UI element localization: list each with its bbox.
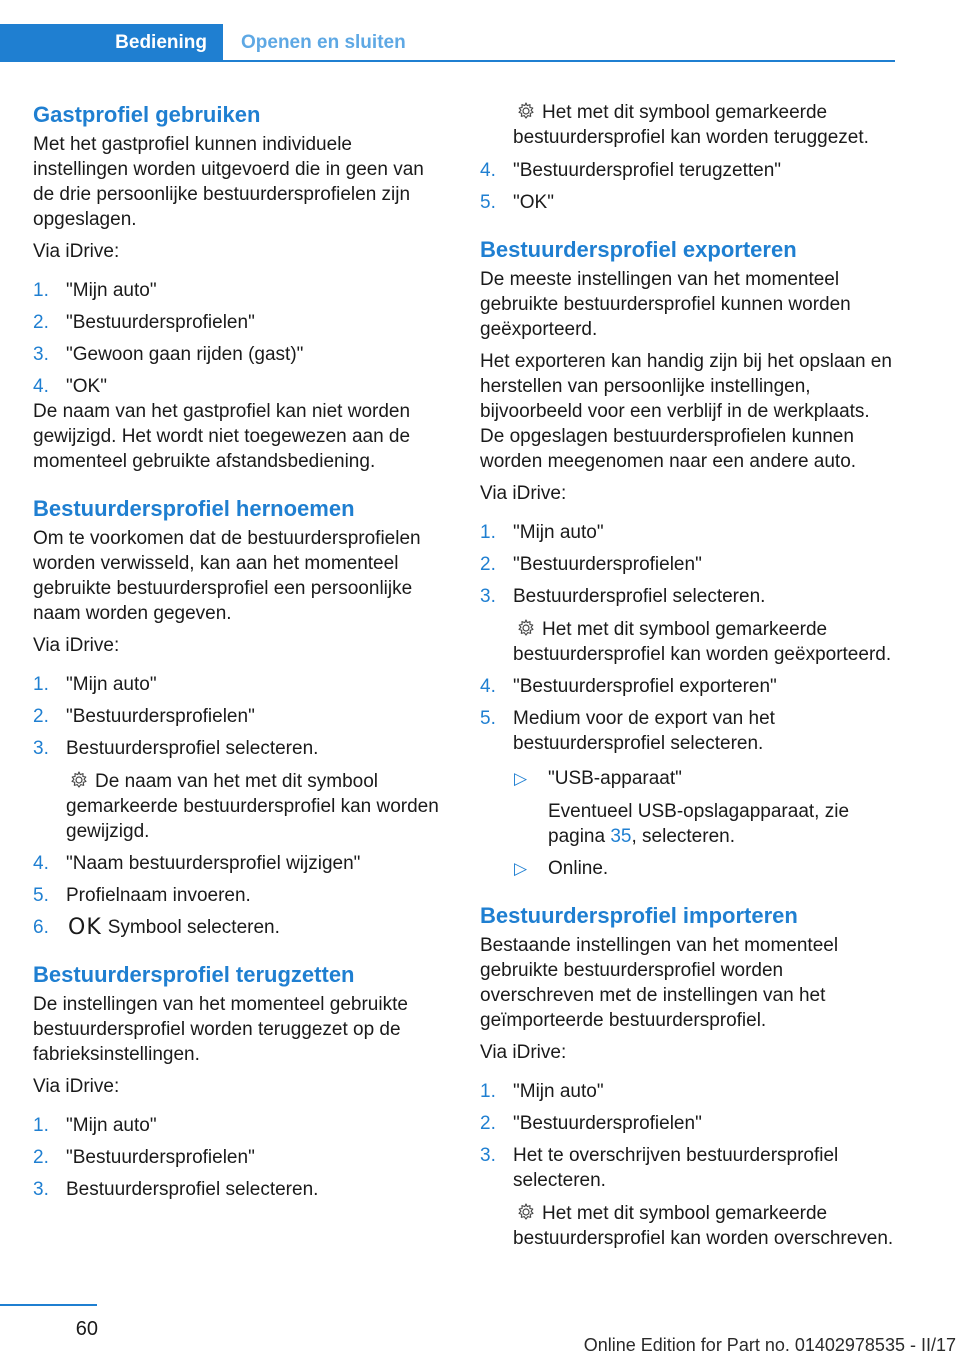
step-text: "Mijn auto" — [66, 1115, 157, 1136]
step-number: 1. — [480, 522, 496, 543]
step-number: 3. — [33, 1179, 49, 1200]
step-list — [33, 278, 448, 399]
step-number: 2. — [33, 706, 49, 727]
step-number: 4. — [33, 376, 49, 397]
sub-list-item — [513, 856, 895, 881]
note-text: , selecteren. — [631, 826, 735, 847]
step-number: 3. — [480, 1145, 496, 1166]
step-number: 5. — [480, 708, 496, 729]
section-importeren — [480, 901, 895, 1251]
triangle-bullet-icon: ▷ — [514, 769, 528, 788]
step-number: 3. — [480, 586, 496, 607]
step-number: 1. — [480, 1081, 496, 1102]
list-item — [480, 1079, 895, 1104]
step-list — [480, 520, 895, 881]
gear-icon — [516, 618, 536, 638]
step-number: 5. — [480, 192, 496, 213]
ok-symbol-icon: OK — [68, 915, 102, 940]
section-title: Gastprofiel gebruiken — [33, 102, 261, 127]
list-item — [480, 706, 895, 881]
list-item — [33, 278, 448, 303]
step-text: "Bestuurdersprofielen" — [66, 1147, 255, 1168]
triangle-bullet-icon: ▷ — [514, 859, 528, 878]
paragraph: De instellingen van het momenteel gebruikte bestuurdersprofiel worden teruggezet op de fabrieksinstellingen. — [33, 994, 408, 1065]
list-item — [33, 672, 448, 697]
list-item — [480, 1111, 895, 1136]
list-item — [33, 374, 448, 399]
page-number: 60 — [75, 1318, 98, 1340]
note-text: Het met dit symbool gemarkeerde bestuurdersprofiel kan worden teruggezet. — [513, 102, 869, 148]
step-text: "Gewoon gaan rijden (gast)" — [66, 344, 304, 365]
step-text: Bestuurdersprofiel selecteren. — [66, 738, 319, 759]
sub-list — [513, 766, 895, 881]
step-text: "Bestuurdersprofielen" — [66, 706, 255, 727]
page-link[interactable]: 35 — [610, 826, 632, 847]
step-text: Medium voor de export van het bestuurdersprofiel selecteren. — [513, 708, 775, 754]
list-item — [33, 915, 448, 940]
gear-icon — [516, 1202, 536, 1222]
step-number: 1. — [33, 1115, 49, 1136]
note-text: Het met dit symbool gemarkeerde bestuurdersprofiel kan worden geëxporteerd. — [513, 619, 892, 665]
gear-icon — [516, 101, 536, 121]
paragraph: Het exporteren kan handig zijn bij het opslaan en herstellen van persoonlijke instellingen, bijvoorbeeld voor een verblijf in de werkplaats. De opgeslagen bestuurdersprofielen kunnen worden meegenomen naar een andere auto. — [480, 351, 892, 472]
step-text: "Naam bestuurdersprofiel wijzigen" — [66, 853, 361, 874]
step-text: "OK" — [513, 192, 554, 213]
page-header — [0, 24, 895, 62]
step-text: "Bestuurdersprofielen" — [513, 1113, 702, 1134]
list-item — [33, 1145, 448, 1170]
step-text: Symbool selecteren. — [107, 917, 280, 938]
step-list — [480, 1079, 895, 1251]
step-number: 4. — [480, 676, 496, 697]
sub-item-note — [548, 799, 895, 849]
step-list — [33, 1113, 448, 1202]
step-text: "Bestuurdersprofielen" — [66, 312, 255, 333]
step-text: "Bestuurdersprofiel exporteren" — [513, 676, 777, 697]
section-gastprofiel — [33, 100, 448, 474]
step-text: Profielnaam invoeren. — [66, 885, 251, 906]
step-text: "Bestuurdersprofielen" — [513, 554, 702, 575]
list-item — [480, 674, 895, 699]
list-item — [33, 736, 448, 844]
sub-item-text: Online. — [548, 858, 609, 879]
step-number: 2. — [480, 1113, 496, 1134]
list-item — [33, 704, 448, 729]
step-number: 2. — [33, 312, 49, 333]
list-item — [480, 190, 895, 215]
list-item — [480, 1143, 895, 1251]
section-hernoemen — [33, 494, 448, 940]
sub-item-text: "USB-apparaat" — [548, 768, 682, 789]
paragraph: Met het gastprofiel kunnen individuele instellingen worden uitgevoerd die in geen van de drie persoonlijke bestuurdersprofielen zijn opgeslagen. — [33, 134, 424, 230]
list-item — [33, 310, 448, 335]
step-number: 2. — [480, 554, 496, 575]
step-number: 2. — [33, 1147, 49, 1168]
via-idrive-label: Via iDrive: — [33, 241, 120, 262]
list-item — [480, 552, 895, 577]
step-note — [66, 769, 448, 844]
section-title: Bestuurdersprofiel exporteren — [480, 237, 797, 262]
step-note — [513, 1201, 895, 1251]
step-number: 3. — [33, 738, 49, 759]
step-text: "Mijn auto" — [513, 522, 604, 543]
via-idrive-label: Via iDrive: — [480, 1042, 567, 1063]
section-terugzetten-continued — [480, 100, 895, 215]
section-title: Bestuurdersprofiel hernoemen — [33, 496, 355, 521]
step-text: Het te overschrijven bestuurdersprofiel selecteren. — [513, 1145, 839, 1191]
list-item — [33, 342, 448, 367]
step-text: "Mijn auto" — [513, 1081, 604, 1102]
step-text: "Mijn auto" — [66, 280, 157, 301]
step-number: 4. — [480, 160, 496, 181]
note-text: Het met dit symbool gemarkeerde bestuurdersprofiel kan worden overschreven. — [513, 1203, 894, 1249]
sub-list-item — [513, 766, 895, 849]
paragraph: Bestaande instellingen van het momenteel gebruikte bestuurdersprofiel worden overschreven met de instellingen van het geïmporteerde bestuurdersprofiel. — [480, 935, 839, 1031]
list-item — [480, 584, 895, 667]
via-idrive-label: Via iDrive: — [33, 1076, 120, 1097]
paragraph: Om te voorkomen dat de bestuurdersprofielen worden verwisseld, kan aan het momenteel gebruikte bestuurdersprofiel een persoonlijke naam worden gegeven. — [33, 528, 421, 624]
step-list — [480, 158, 895, 215]
step-list — [33, 672, 448, 940]
left-column — [33, 100, 448, 1222]
section-terugzetten — [33, 960, 448, 1202]
right-column — [480, 100, 895, 1271]
via-idrive-label: Via iDrive: — [480, 483, 567, 504]
list-item — [33, 883, 448, 908]
step-number: 4. — [33, 853, 49, 874]
step-number: 1. — [33, 674, 49, 695]
step-number: 1. — [33, 280, 49, 301]
step-text: "Bestuurdersprofiel terugzetten" — [513, 160, 782, 181]
note-text: De naam van het met dit symbool gemarkeerde bestuurdersprofiel kan worden gewijzigd. — [66, 771, 439, 842]
section-exporteren — [480, 235, 895, 881]
step-text: Bestuurdersprofiel selecteren. — [66, 1179, 319, 1200]
list-item — [33, 851, 448, 876]
edition-text: Online Edition for Part no. 01402978535 - II/17 — [583, 1335, 956, 1355]
tab-openen-en-sluiten[interactable]: Openen en sluiten — [241, 32, 406, 53]
list-item — [480, 158, 895, 183]
list-item — [33, 1177, 448, 1202]
footer-rule — [0, 1304, 97, 1306]
note-text: Eventueel USB-opslagapparaat, zie pagina — [548, 801, 850, 847]
section-title: Bestuurdersprofiel importeren — [480, 903, 798, 928]
step-text: Bestuurdersprofiel selecteren. — [513, 586, 766, 607]
paragraph: De meeste instellingen van het momenteel gebruikte bestuurdersprofiel kunnen worden geëxporteerd. — [480, 269, 851, 340]
gear-icon — [69, 770, 89, 790]
step-text: "Mijn auto" — [66, 674, 157, 695]
paragraph: De naam van het gastprofiel kan niet worden gewijzigd. Het wordt niet toegewezen aan de momenteel gebruikte afstandsbediening. — [33, 401, 411, 472]
tab-bediening[interactable]: Bediening — [0, 24, 223, 62]
step-text: "OK" — [66, 376, 107, 397]
step-note — [480, 100, 895, 150]
step-number: 3. — [33, 344, 49, 365]
step-note — [513, 617, 895, 667]
section-title: Bestuurdersprofiel terugzetten — [33, 962, 355, 987]
header-rule — [0, 60, 895, 62]
via-idrive-label: Via iDrive: — [33, 635, 120, 656]
step-number: 6. — [33, 917, 49, 938]
step-number: 5. — [33, 885, 49, 906]
list-item — [480, 520, 895, 545]
list-item — [33, 1113, 448, 1138]
